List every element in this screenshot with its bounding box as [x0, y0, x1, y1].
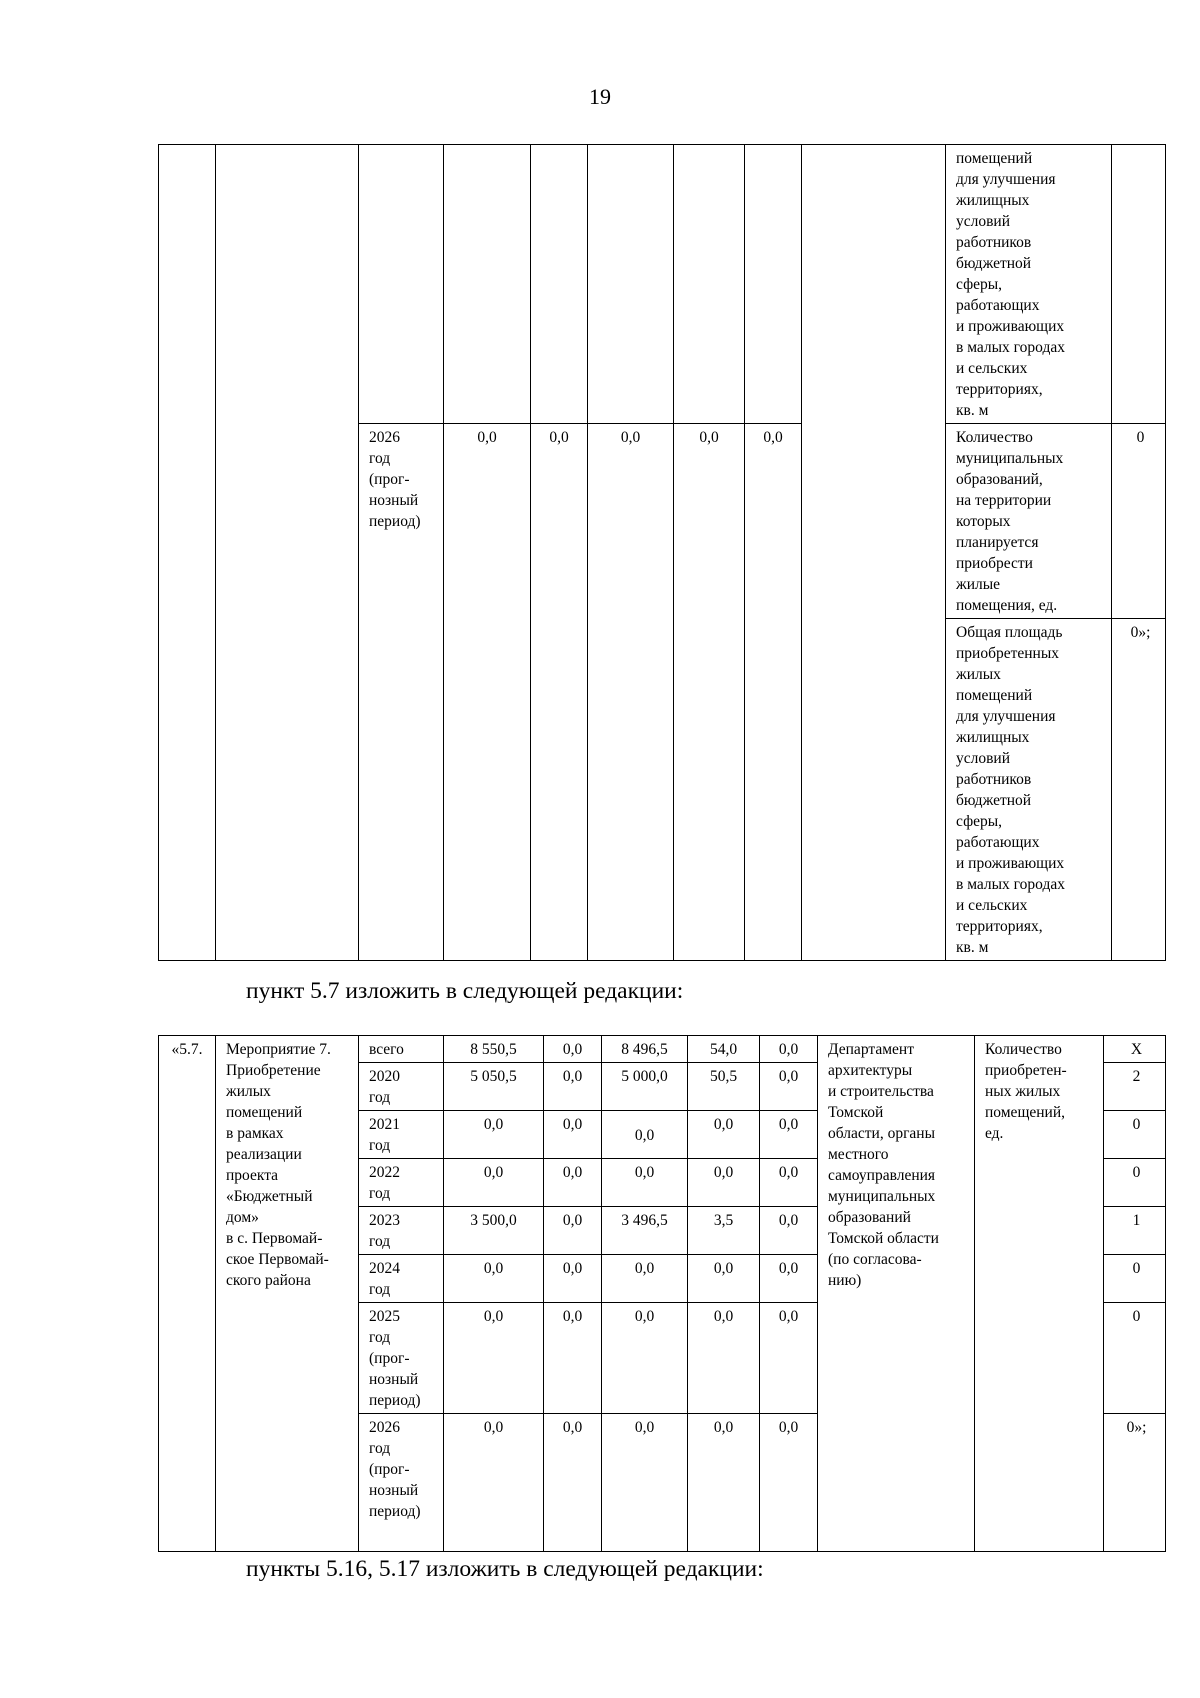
- value-cell: [745, 145, 802, 424]
- value-cell: 0,0: [602, 1303, 688, 1414]
- value-cell: 0,0: [444, 1159, 544, 1207]
- target-value-cell: X: [1104, 1036, 1166, 1063]
- value-cell: 0,0: [760, 1111, 818, 1159]
- value-cell: 0,0: [544, 1255, 602, 1303]
- target-value-cell: 0: [1104, 1111, 1166, 1159]
- event-cell: [216, 145, 359, 961]
- indicator-value-cell: [1112, 145, 1166, 424]
- value-cell: 0,0: [688, 1159, 760, 1207]
- instruction-text: пункты 5.16, 5.17 изложить в следующей редакции:: [246, 1556, 764, 1582]
- value-cell: 0,0: [760, 1414, 818, 1552]
- value-cell: 0,0: [688, 1111, 760, 1159]
- value-cell: 0,0: [544, 1036, 602, 1063]
- target-value-cell: 0: [1104, 1159, 1166, 1207]
- event-cell: Мероприятие 7. Приобретение жилых помещений в рамках реализации проекта «Бюджетный дом» в с. Первомай- ское Первомай- ского района: [216, 1036, 359, 1552]
- value-cell: 5 000,0: [602, 1063, 688, 1111]
- indicator-cell: Общая площадь приобретенных жилых помещений для улучшения жилищных условий работников бюджетной сферы, работающих и проживающих в малых городах и сельских территориях, кв. м: [946, 619, 1112, 961]
- value-cell: 0,0: [444, 1255, 544, 1303]
- year-cell: 2026 год (прог- нозный период): [359, 424, 444, 961]
- value-cell: [674, 145, 745, 424]
- indicator-cell: Количество муниципальных образований, на территории которых планируется приобрести жилые помещения, ед.: [946, 424, 1112, 619]
- year-cell: 2025 год (прог- нозный период): [359, 1303, 444, 1414]
- value-cell: 0,0: [544, 1303, 602, 1414]
- value-cell: 0,0: [444, 1414, 544, 1552]
- value-cell: [531, 145, 588, 424]
- value-cell: 0,0: [760, 1207, 818, 1255]
- value-cell: 3,5: [688, 1207, 760, 1255]
- number-cell: «5.7.: [159, 1036, 216, 1552]
- value-cell: 5 050,5: [444, 1063, 544, 1111]
- value-cell: 0,0: [544, 1207, 602, 1255]
- indicator-value-cell: 0»;: [1112, 619, 1166, 961]
- value-cell: 0,0: [444, 424, 531, 961]
- value-cell: [444, 145, 531, 424]
- value-cell: 0,0: [688, 1414, 760, 1552]
- year-cell: всего: [359, 1036, 444, 1063]
- indicator-cell: Количество приобретен- ных жилых помещений, ед.: [975, 1036, 1104, 1552]
- value-cell: 0,0: [760, 1036, 818, 1063]
- value-cell: 0,0: [602, 1111, 688, 1159]
- target-value-cell: 2: [1104, 1063, 1166, 1111]
- executor-cell: Департамент архитектуры и строительства Томской области, органы местного самоуправления муниципальных образований Томской области (по согласова- нию): [818, 1036, 975, 1552]
- year-cell: 2020 год: [359, 1063, 444, 1111]
- value-cell: 0,0: [588, 424, 674, 961]
- value-cell: 3 496,5: [602, 1207, 688, 1255]
- value-cell: 0,0: [544, 1414, 602, 1552]
- item-5-7-table: [158, 1035, 1166, 1552]
- value-cell: 0,0: [544, 1159, 602, 1207]
- value-cell: 50,5: [688, 1063, 760, 1111]
- value-cell: 0,0: [745, 424, 802, 961]
- value-cell: 8 496,5: [602, 1036, 688, 1063]
- value-cell: 0,0: [688, 1303, 760, 1414]
- value-cell: 0,0: [544, 1111, 602, 1159]
- executor-cell: [802, 145, 946, 961]
- target-value-cell: 0»;: [1104, 1414, 1166, 1552]
- year-cell: 2021 год: [359, 1111, 444, 1159]
- number-cell: [159, 145, 216, 961]
- target-value-cell: 1: [1104, 1207, 1166, 1255]
- continuation-table: [158, 144, 1166, 961]
- value-cell: 0,0: [531, 424, 588, 961]
- value-cell: 0,0: [760, 1063, 818, 1111]
- year-cell: 2023 год: [359, 1207, 444, 1255]
- instruction-text: пункт 5.7 изложить в следующей редакции:: [246, 978, 684, 1004]
- value-cell: 8 550,5: [444, 1036, 544, 1063]
- value-cell: 0,0: [688, 1255, 760, 1303]
- value-cell: 0,0: [444, 1111, 544, 1159]
- value-cell: 0,0: [602, 1414, 688, 1552]
- value-cell: 0,0: [544, 1063, 602, 1111]
- value-cell: 0,0: [444, 1303, 544, 1414]
- value-cell: 0,0: [602, 1159, 688, 1207]
- year-cell: [359, 145, 444, 424]
- table-row: [159, 1036, 1166, 1063]
- page-number: 19: [589, 84, 611, 109]
- indicator-value-cell: 0: [1112, 424, 1166, 619]
- year-cell: 2024 год: [359, 1255, 444, 1303]
- value-cell: 0,0: [760, 1303, 818, 1414]
- value-cell: 0,0: [760, 1255, 818, 1303]
- value-cell: 3 500,0: [444, 1207, 544, 1255]
- value-cell: 54,0: [688, 1036, 760, 1063]
- value-cell: 0,0: [760, 1159, 818, 1207]
- year-cell: 2026 год (прог- нозный период): [359, 1414, 444, 1552]
- value-cell: 0,0: [602, 1255, 688, 1303]
- value-cell: [588, 145, 674, 424]
- target-value-cell: 0: [1104, 1303, 1166, 1414]
- indicator-cell: помещений для улучшения жилищных условий работников бюджетной сферы, работающих и проживающих в малых городах и сельских территориях, кв. м: [946, 145, 1112, 424]
- value-cell: 0,0: [674, 424, 745, 961]
- target-value-cell: 0: [1104, 1255, 1166, 1303]
- year-cell: 2022 год: [359, 1159, 444, 1207]
